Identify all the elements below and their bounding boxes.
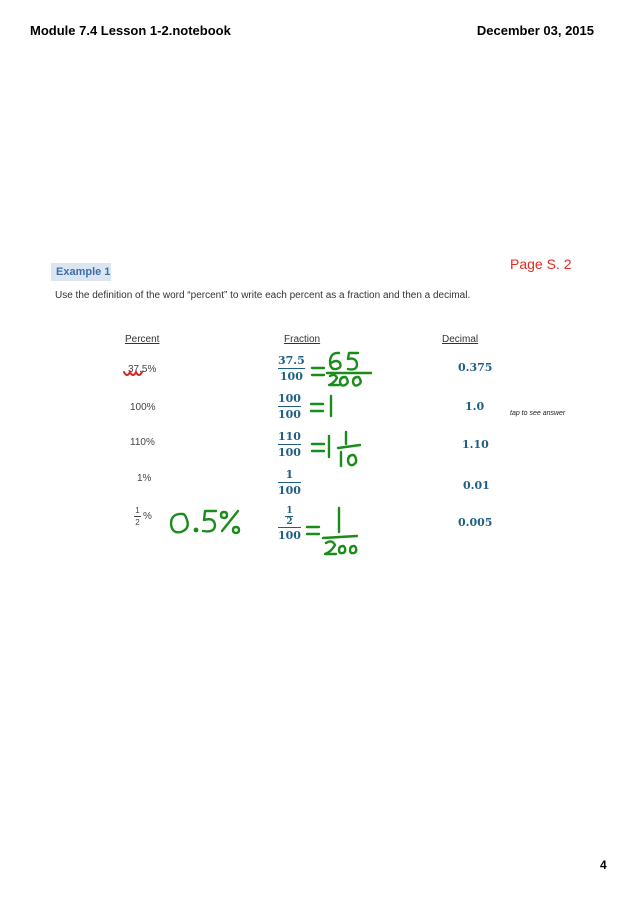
percent-cell-2: 100% bbox=[130, 402, 156, 413]
fraction-denominator: 100 bbox=[278, 408, 301, 421]
ink-answer-row-5-percent bbox=[171, 511, 239, 533]
notebook-title: Module 7.4 Lesson 1-2.notebook bbox=[30, 23, 231, 38]
red-underline-squiggle bbox=[124, 372, 142, 375]
complex-numerator-bottom: 2 bbox=[286, 517, 293, 527]
fraction-numerator: 37.5 bbox=[278, 354, 305, 367]
fraction-denominator: 100 bbox=[278, 529, 301, 542]
ink-answer-row-1 bbox=[312, 353, 371, 386]
percent-denominator: 2 bbox=[135, 518, 140, 527]
ink-answer-row-5-fraction bbox=[307, 508, 357, 554]
decimal-cell-1: 0.375 bbox=[458, 361, 493, 374]
decimal-cell-2: 1.0 bbox=[465, 400, 485, 413]
decimal-cell-3: 1.10 bbox=[462, 438, 489, 451]
percent-cell-1: 37.5% bbox=[128, 364, 157, 375]
ink-answer-row-2 bbox=[311, 396, 331, 416]
percent-suffix: % bbox=[143, 511, 152, 522]
example-instruction: Use the definition of the word “percent” to write each percent as a fraction and then a decimal. bbox=[55, 290, 471, 301]
percent-cell-4: 1% bbox=[137, 473, 152, 484]
fraction-denominator: 100 bbox=[278, 446, 301, 459]
decimal-cell-4: 0.01 bbox=[463, 479, 490, 492]
fraction-numerator: 100 bbox=[278, 392, 301, 405]
tap-to-see-answer-hint[interactable]: tap to see answer bbox=[510, 410, 566, 417]
ink-answer-row-3 bbox=[312, 432, 360, 466]
fraction-numerator: 110 bbox=[278, 430, 301, 443]
notebook-date: December 03, 2015 bbox=[476, 23, 594, 38]
fraction-denominator: 100 bbox=[279, 370, 303, 383]
decimal-cell-5: 0.005 bbox=[458, 516, 493, 529]
percent-cell-3: 110% bbox=[130, 437, 155, 448]
percent-numerator: 1 bbox=[135, 506, 140, 515]
complex-numerator-top: 1 bbox=[286, 506, 293, 516]
fraction-numerator: 1 bbox=[285, 468, 294, 481]
example-title: Example 1 bbox=[51, 263, 111, 281]
page-number: 4 bbox=[600, 858, 607, 872]
column-header-decimal: Decimal bbox=[442, 334, 479, 345]
fraction-denominator: 100 bbox=[278, 484, 301, 497]
column-header-percent: Percent bbox=[125, 334, 160, 345]
page-reference: Page S. 2 bbox=[510, 256, 572, 272]
column-header-fraction: Fraction bbox=[284, 334, 321, 345]
